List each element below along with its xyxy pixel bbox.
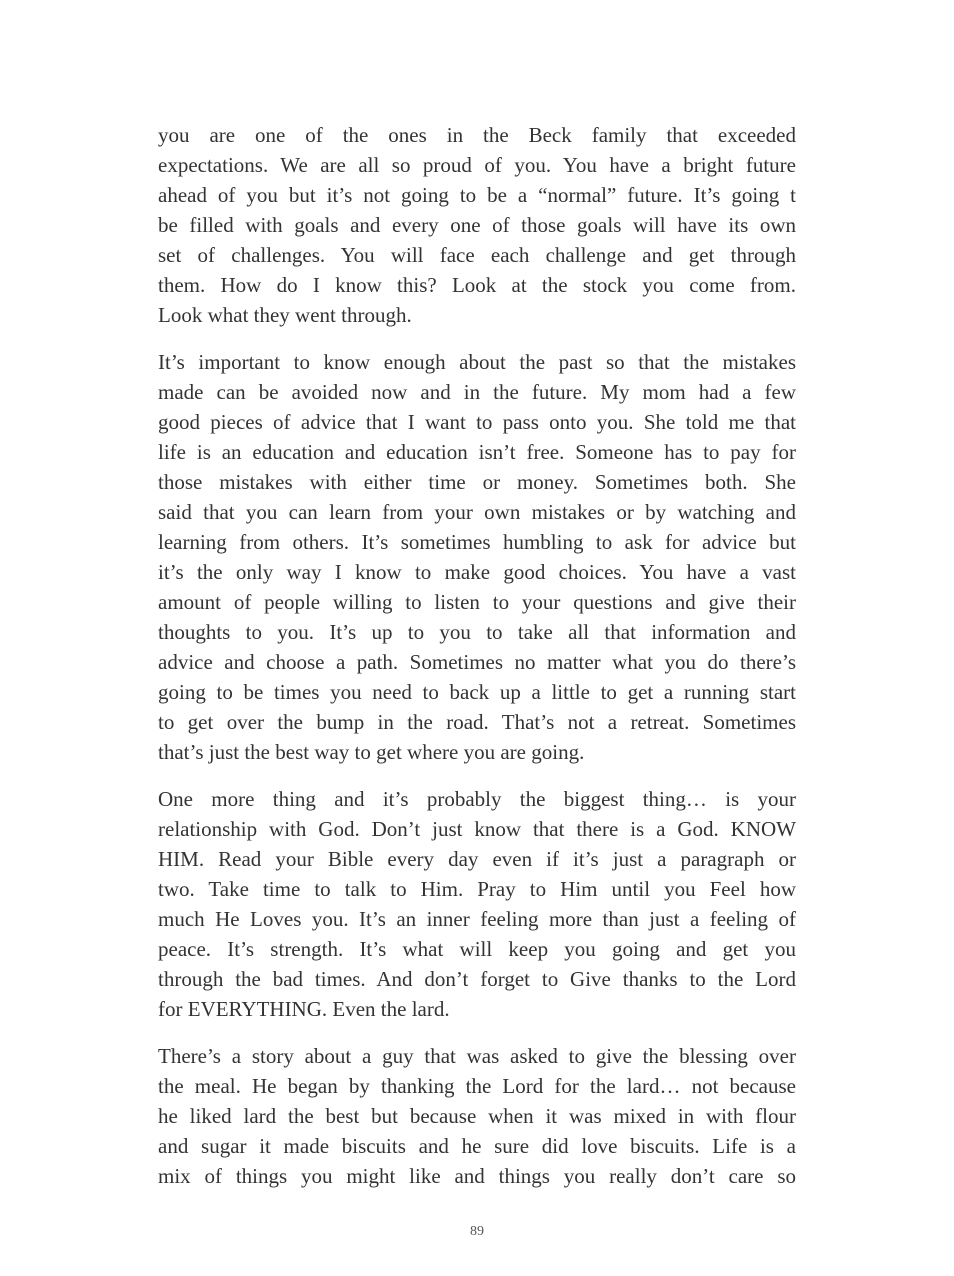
text-line: peace. It’s strength. It’s what will keep you going and get you xyxy=(158,937,796,961)
paragraph-1 xyxy=(158,120,796,330)
paragraph-3 xyxy=(158,784,796,1024)
text-line: thoughts to you. It’s up to you to take all that information and xyxy=(158,620,796,644)
text-line: learning from others. It’s sometimes humbling to ask for advice but xyxy=(158,530,796,554)
text-line: the meal. He began by thanking the Lord for the lard… not because xyxy=(158,1074,796,1098)
text-line: for EVERYTHING. Even the lard. xyxy=(158,997,450,1021)
text-line: going to be times you need to back up a little to get a running start xyxy=(158,680,796,704)
text-line: much He Loves you. It’s an inner feeling more than just a feeling of xyxy=(158,907,796,931)
text-line: those mistakes with either time or money. Sometimes both. She xyxy=(158,470,796,494)
text-line: and sugar it made biscuits and he sure did love biscuits. Life is a xyxy=(158,1134,796,1158)
body-text xyxy=(158,120,796,1208)
text-line: One more thing and it’s probably the biggest thing… is your xyxy=(158,787,796,811)
text-line: Look what they went through. xyxy=(158,303,412,327)
text-line: It’s important to know enough about the past so that the mistakes xyxy=(158,350,796,374)
text-line: them. How do I know this? Look at the stock you come from. xyxy=(158,273,796,297)
text-line: it’s the only way I know to make good choices. You have a vast xyxy=(158,560,796,584)
text-line: mix of things you might like and things you really don’t care so xyxy=(158,1164,796,1188)
text-line: ahead of you but it’s not going to be a “normal” future. It’s going t xyxy=(158,183,796,207)
text-line: you are one of the ones in the Beck family that exceeded xyxy=(158,123,796,147)
text-line: set of challenges. You will face each challenge and get through xyxy=(158,243,796,267)
text-line: HIM. Read your Bible every day even if it’s just a paragraph or xyxy=(158,847,796,871)
text-line: life is an education and education isn’t free. Someone has to pay for xyxy=(158,440,796,464)
text-line: good pieces of advice that I want to pass onto you. She told me that xyxy=(158,410,796,434)
text-line: amount of people willing to listen to your questions and give their xyxy=(158,590,796,614)
text-line: relationship with God. Don’t just know that there is a God. KNOW xyxy=(158,817,796,841)
text-line: said that you can learn from your own mistakes or by watching and xyxy=(158,500,796,524)
text-line: through the bad times. And don’t forget to Give thanks to the Lord xyxy=(158,967,796,991)
page-number: 89 xyxy=(470,1224,484,1239)
text-line: he liked lard the best but because when it was mixed in with flour xyxy=(158,1104,796,1128)
paragraph-2 xyxy=(158,347,796,767)
text-line: advice and choose a path. Sometimes no matter what you do there’s xyxy=(158,650,796,674)
text-line: expectations. We are all so proud of you. You have a bright future xyxy=(158,153,796,177)
paragraph-4 xyxy=(158,1041,796,1191)
text-line: There’s a story about a guy that was asked to give the blessing over xyxy=(158,1044,796,1068)
text-line: to get over the bump in the road. That’s not a retreat. Sometimes xyxy=(158,710,796,734)
text-line: that’s just the best way to get where you are going. xyxy=(158,740,585,764)
text-line: be filled with goals and every one of those goals will have its own xyxy=(158,213,796,237)
text-line: two. Take time to talk to Him. Pray to Him until you Feel how xyxy=(158,877,796,901)
text-line: made can be avoided now and in the future. My mom had a few xyxy=(158,380,796,404)
